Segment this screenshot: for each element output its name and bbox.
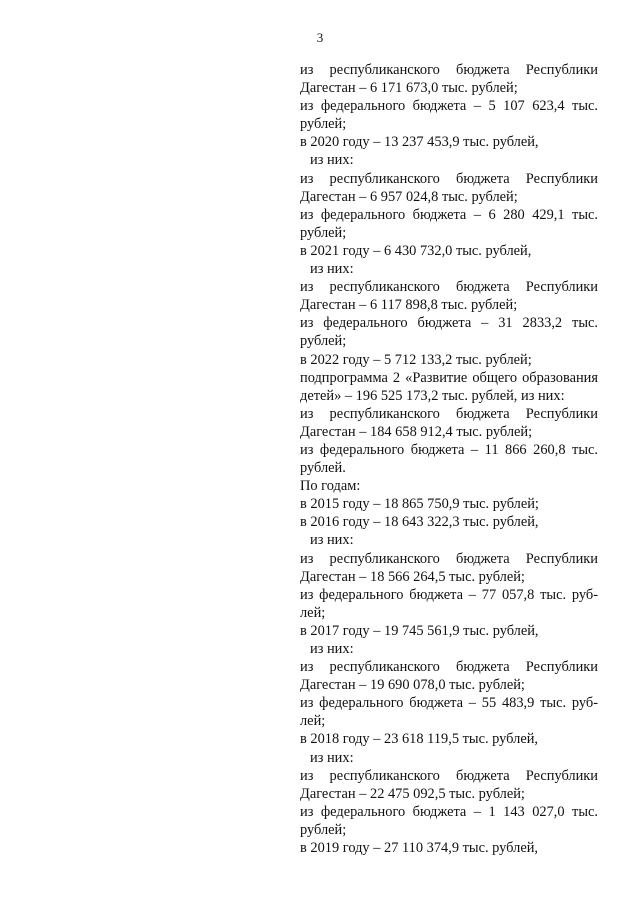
text-line: Дагестан – 6 957 024,8 тыс. рублей; [300,188,518,205]
text-line: рублей; [300,821,347,838]
text-line: из них: [310,641,354,657]
text-line: из федерального бюджета – 1 143 027,0 тыс. [300,803,598,820]
text-line: Дагестан – 22 475 092,5 тыс. рублей; [300,785,525,802]
text-line: лей; [300,713,326,730]
text-line: лей; [300,604,326,621]
text-line: По годам: [300,478,361,495]
text-line: из республиканского бюджета Республики [300,767,598,784]
text-line: в 2021 году – 6 430 732,0 тыс. рублей, [300,242,532,259]
text-line: в 2016 году – 18 643 322,3 тыс. рублей, [300,514,539,531]
text-line: из федерального бюджета – 5 107 623,4 тыс. [300,98,598,115]
text-line: из них: [310,749,354,766]
text-line: в 2018 году – 23 618 119,5 тыс. рублей, [300,731,538,748]
text-line: детей» – 196 525 173,2 тыс. рублей, из них: [300,387,565,404]
text-line: в 2019 году – 27 110 374,9 тыс. рублей, [300,840,538,857]
text-line: из республиканского бюджета Республики [300,62,598,78]
text-line: рублей; [300,224,347,241]
text-line: из республиканского бюджета Республики [300,279,598,296]
text-line: Дагестан – 18 566 264,5 тыс. рублей; [300,568,525,585]
text-line: из федерального бюджета – 11 866 260,8 тыс. [300,441,598,458]
text-line: рублей; [300,116,347,133]
text-line: из федерального бюджета – 31 2833,2 тыс. [300,315,598,332]
text-line: из республиканского бюджета Республики [300,170,598,187]
text-line: из них: [310,261,354,278]
text-line: Дагестан – 184 658 912,4 тыс. рублей; [300,423,533,440]
text-line: Дагестан – 6 171 673,0 тыс. рублей; [300,80,518,97]
text-line: из федерального бюджета – 55 483,9 тыс. руб- [300,695,598,712]
text-line: из федерального бюджета – 6 280 429,1 тыс. [300,206,598,223]
text-line: в 2020 году – 13 237 453,9 тыс. рублей, [300,134,539,151]
text-line: в 2015 году – 18 865 750,9 тыс. рублей; [300,496,539,513]
text-line: Дагестан – 6 117 898,8 тыс. рублей; [300,297,518,314]
text-line: в 2022 году – 5 712 133,2 тыс. рублей; [300,351,532,368]
text-line: подпрограмма 2 «Развитие общего образования [300,369,598,386]
text-line: из федерального бюджета – 77 057,8 тыс. руб- [300,586,598,603]
text-line: рублей. [300,460,346,477]
body-text [300,61,598,857]
text-line: из республиканского бюджета Республики [300,405,598,422]
text-line: Дагестан – 19 690 078,0 тыс. рублей; [300,677,525,694]
text-line: из них: [310,532,354,549]
text-line: в 2017 году – 19 745 561,9 тыс. рублей, [300,622,539,639]
page-number: 3 [316,30,324,45]
text-line: из них: [310,152,354,169]
text-line: из республиканского бюджета Республики [300,659,598,676]
text-line: рублей; [300,333,347,350]
text-line: из республиканского бюджета Республики [300,550,598,567]
